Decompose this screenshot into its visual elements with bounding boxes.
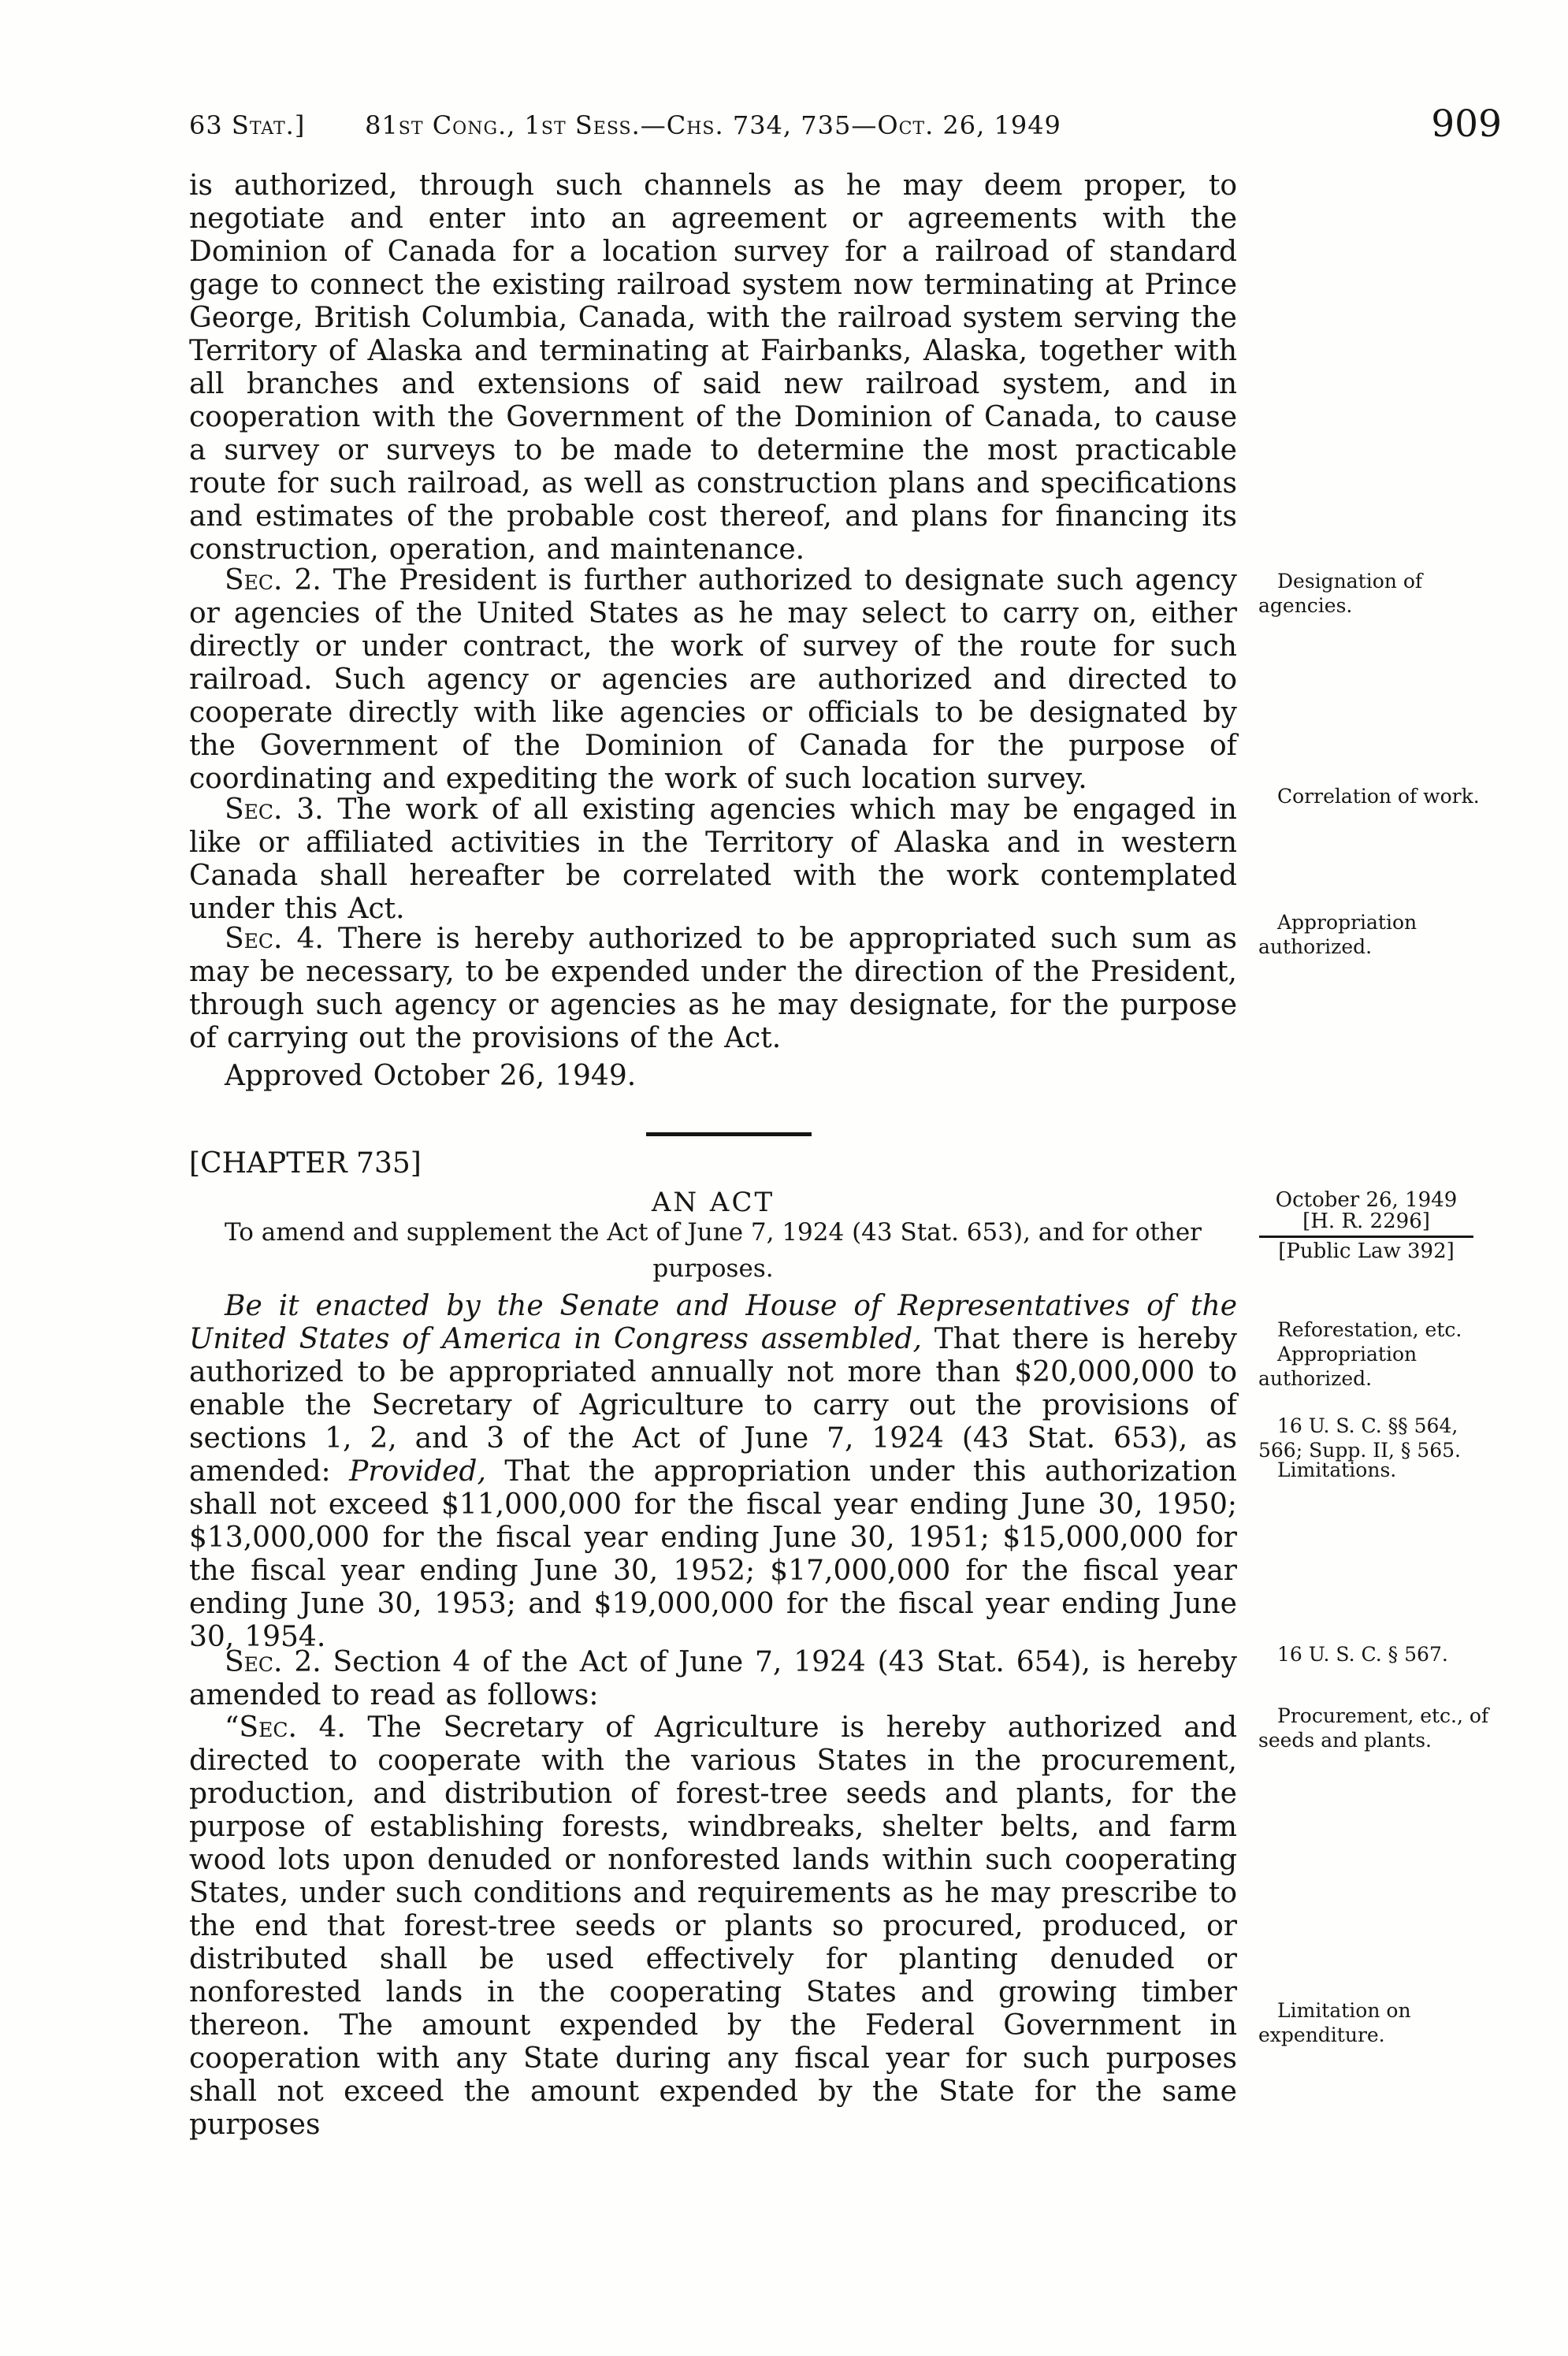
margin-note-text: Appropriation authorized.	[1258, 911, 1418, 958]
text-segment: “	[225, 1711, 240, 1744]
text-segment: Sec. 4.	[225, 923, 324, 955]
margin-note-text: Appropriation authorized.	[1258, 1343, 1418, 1390]
margin-note-text: Designation of agencies.	[1258, 570, 1423, 617]
text-segment: That there is hereby authorized to be appropriated annually not more than $20,000,000 to enable the Secretary of Agriculture to carry out the provisions of sections 1, 2, and 3 of the Act of June 7, 1924 (43 Stat. 653), as amended:	[189, 1323, 1237, 1488]
text-segment: The President is further authorized to designate such agency or agencies of the United States as he may select to carry on, either directly or under contract, the work of survey of the route for such railroad. Such agency or agencies are authorized and directed to cooperate directly with like agencies or officials to be designated by the Government of the Dominion of Canada for the purpose of coordinating and expediting the work of such location survey.	[189, 564, 1237, 795]
text-segment: Sec. 4.	[239, 1711, 346, 1744]
act-title: AN ACT	[651, 1187, 775, 1218]
page-number: 909	[1431, 102, 1502, 146]
margin-note-text: Reforestation, etc.	[1277, 1318, 1462, 1341]
text-segment: Sec. 3.	[225, 793, 324, 826]
act-info-block	[1259, 1190, 1473, 1262]
text-segment: is authorized, through such channels as he may deem proper, to negotiate and enter into an agreement or agreements with the Dominion of Canada for a location survey for a railroad of standard gage to connect the existing railroad system now terminating at Prince George, British Columbia, Canada, with the railroad system serving the Territory of Alaska and terminating at Fairbanks, Alaska, together with all branches and extensions of said new railroad system, and in cooperation with the Government of the Dominion of Canada, to cause a survey or surveys to be made to determine the most practicable route for such railroad, as well as construction plans and specifications and estimates of the probable cost thereof, and plans for financing its construction, operation, and maintenance.	[189, 169, 1237, 566]
text-segment: The Secretary of Agriculture is hereby authorized and directed to cooperate with the various States in the procurement, production, and distribution of forest-tree seeds and plants, for the purpose of establishing forests, windbreaks, shelter belts, and farm wood lots upon denuded or nonforested lands within such cooperating States, under such conditions and requirements as he may prescribe to the end that forest-tree seeds or plants so procured, produced, or distributed shall be used effectively for planting denuded or nonforested lands in the cooperating States and growing timber thereon. The amount expended by the Federal Government in cooperation with any State during any fiscal year for such purposes shall not exceed the amount expended by the State for the same purposes	[189, 1711, 1237, 2141]
margin-note	[1258, 1414, 1499, 1462]
margin-note	[1258, 784, 1499, 808]
text-segment: Section 4 of the Act of June 7, 1924 (43 Stat. 654), is hereby amended to read as follows:	[189, 1646, 1237, 1711]
margin-note	[1258, 1998, 1499, 2047]
text-segment: That the appropriation under this authorization shall not exceed $11,000,000 for the fiscal year ending June 30, 1950; $13,000,000 for the fiscal year ending June 30, 1951; $15,000,000 for the fiscal year ending June 30, 1952; $17,000,000 for the fiscal year ending June 30, 1953; and $19,000,000 for the fiscal year ending June 30, 1954.	[189, 1455, 1237, 1653]
margin-note	[1258, 1704, 1499, 1752]
margin-note-text: Correlation of work.	[1277, 785, 1480, 808]
text-segment: Provided,	[349, 1455, 486, 1488]
margin-note	[1258, 1317, 1499, 1391]
act-info-date: October 26, 1949	[1275, 1188, 1458, 1212]
margin-note-text: Procurement, etc., of seeds and plants.	[1258, 1704, 1489, 1752]
running-head-title: 81st Cong., 1st Sess.—Chs. 734, 735—Oct. 26, 1949	[365, 110, 1061, 140]
act-info-bill: [H. R. 2296]	[1302, 1210, 1430, 1233]
text-segment: There is hereby authorized to be appropriated such sum as may be necessary, to be expended under the direction of the President, through such agency or agencies as he may designate, for the purpose of carrying out the provisions of the Act.	[189, 923, 1237, 1054]
margin-note-text: Limitation on expenditure.	[1258, 1999, 1411, 2046]
text-segment: The work of all existing agencies which may be engaged in like or affiliated activities in the Territory of Alaska and in western Canada shall hereafter be correlated with the work contemplated under this Act.	[189, 793, 1237, 925]
chapter-label: [CHAPTER 735]	[189, 1147, 422, 1180]
text-segment: Sec. 2.	[225, 1646, 321, 1678]
text-segment: Sec. 2.	[225, 564, 321, 596]
margin-note	[1258, 569, 1499, 618]
margin-note-text: 16 U. S. C. § 567.	[1277, 1643, 1448, 1666]
margin-note	[1258, 1642, 1499, 1667]
margin-note	[1258, 910, 1499, 959]
running-head-volume: 63 Stat.]	[189, 110, 306, 140]
text-segment: Approved October 26, 1949.	[225, 1060, 637, 1092]
margin-note	[1258, 1458, 1499, 1482]
act-info-law: [Public Law 392]	[1278, 1239, 1455, 1263]
margin-note-text: Limitations.	[1277, 1459, 1397, 1481]
act-info-top	[1259, 1190, 1473, 1238]
act-subtitle: To amend and supplement the Act of June 7, 1924 (43 Stat. 653), and for other purposes.	[225, 1218, 1202, 1283]
text-segment: Be it enacted by the Senate and House of Representatives of the United States of America in Congress assembled,	[189, 1290, 1237, 1355]
margin-note-text: 16 U. S. C. §§ 564, 566; Supp. II, § 565.	[1258, 1414, 1461, 1462]
